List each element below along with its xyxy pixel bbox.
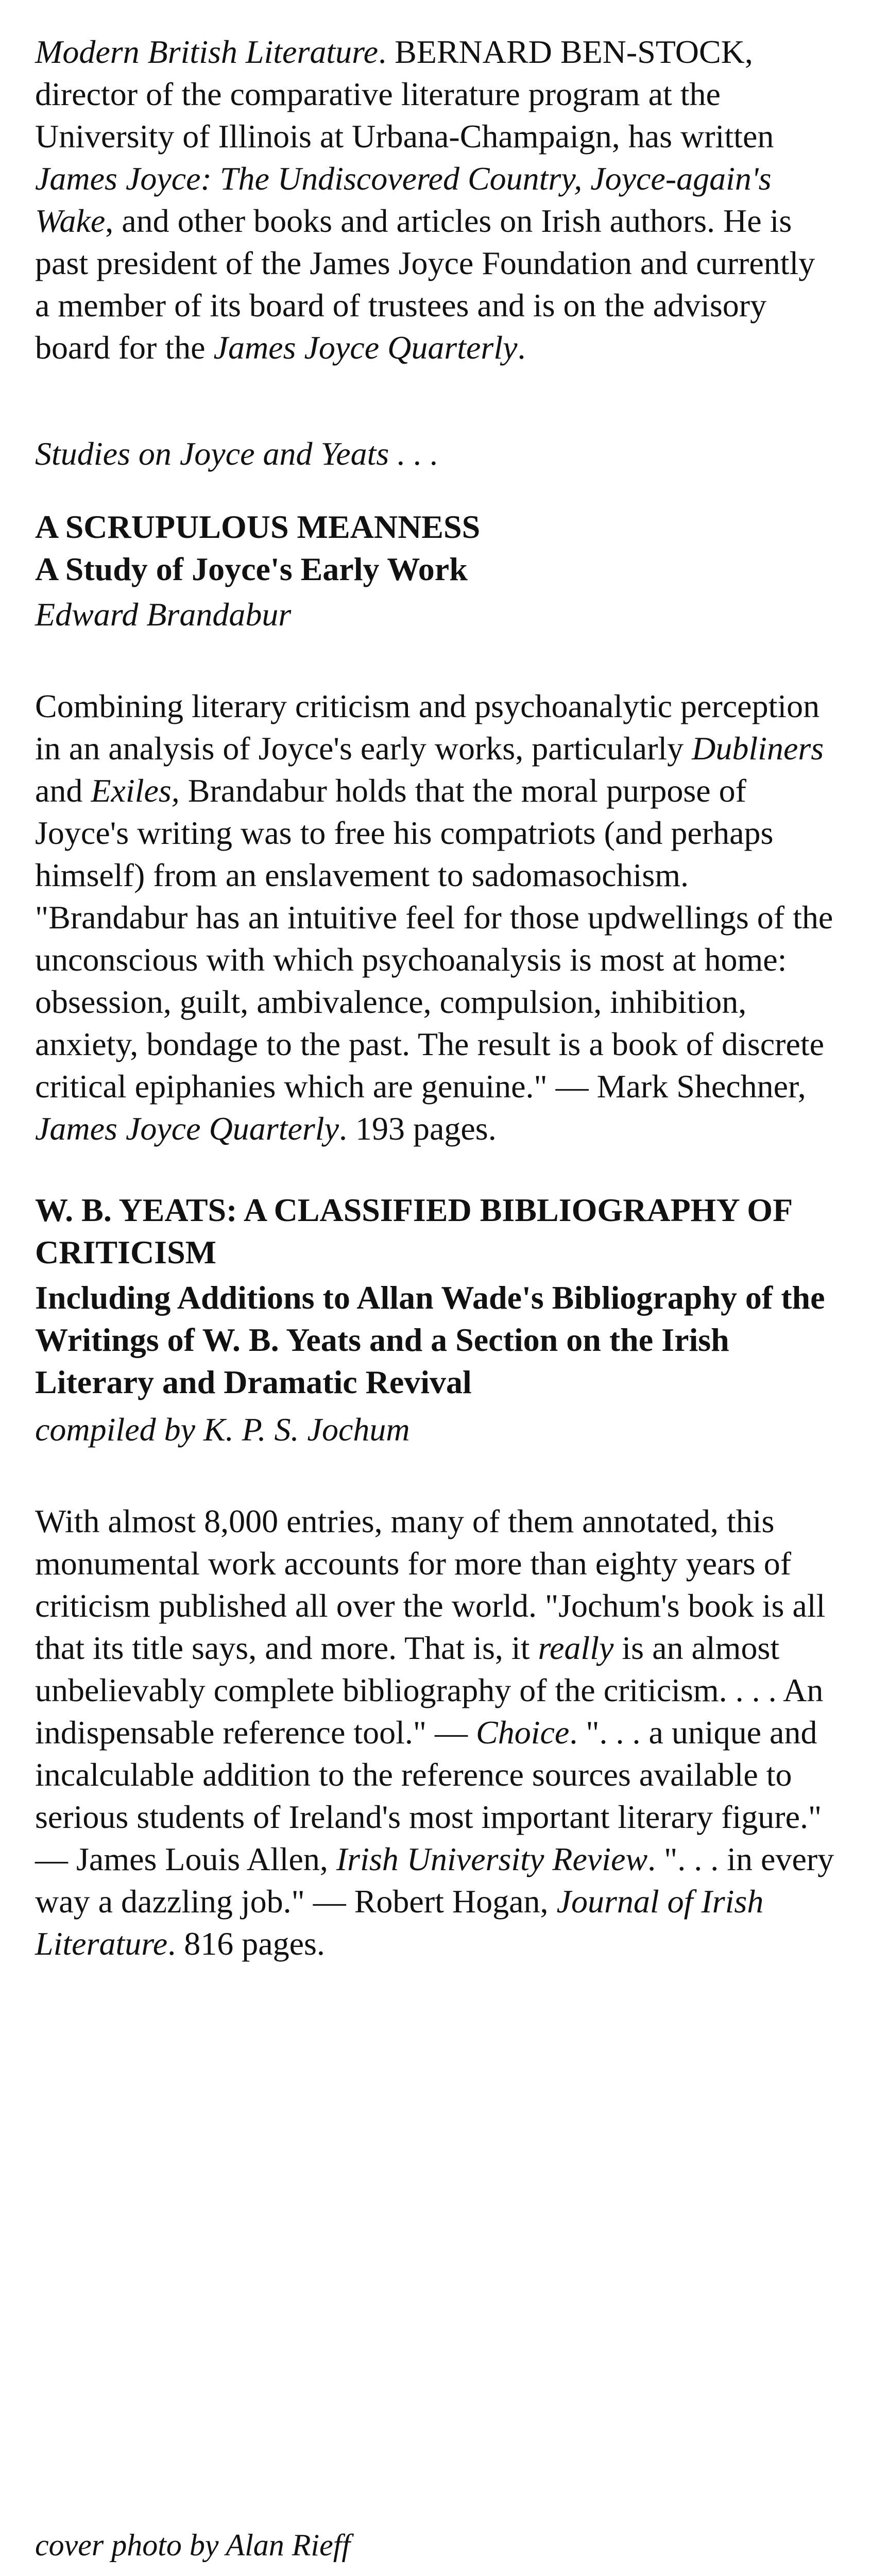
bio-text-1: . BERNARD BEN-STOCK, director of the comparative literature program at the University of Illinois at Urbana-Champaign, has written xyxy=(35,33,774,155)
bio-journal-title: James Joyce Quarterly xyxy=(213,329,518,366)
book-subtitle: A Study of Joyce's Early Work xyxy=(35,551,468,587)
desc-text: . 816 pages. xyxy=(167,1925,325,1962)
desc-text: With almost 8,000 entries, many of them annotated, this monumental work accounts for more than eighty years of criticism published all over the world. "Jochum's book is all that its title says, and more. That is, it xyxy=(35,1503,826,1666)
book-entry-yeats-bibliography xyxy=(35,1189,836,1965)
bio-text-2: , and other books and articles on Irish authors. He is past president of the James Joyce Foundation and currently a member of its board of trustees and is on the advisory board for the xyxy=(35,202,815,366)
desc-italic-title: Exiles, xyxy=(91,772,180,809)
cover-photo-credit: cover photo by Alan Rieff xyxy=(35,2528,351,2562)
desc-italic-title: Dubliners xyxy=(692,730,824,767)
bio-book-titles: James Joyce: The Undiscovered Country, Joyce-again's Wake xyxy=(35,160,772,239)
series-heading: Studies on Joyce and Yeats . . . xyxy=(35,435,439,472)
desc-text: . ". . . in every way a dazzling job." — Robert Hogan, xyxy=(35,1841,834,1920)
desc-italic-title: Irish University Review xyxy=(336,1841,648,1877)
author-bio xyxy=(35,31,836,369)
desc-italic-title: Journal of Irish Literature xyxy=(35,1883,764,1962)
book-title: A SCRUPULOUS MEANNESS xyxy=(35,509,481,545)
bio-text-3: . xyxy=(517,329,526,366)
book-entry-scrupulous-meanness xyxy=(35,506,836,1150)
book-description xyxy=(35,685,836,1150)
book-author: compiled by K. P. S. Jochum xyxy=(35,1411,410,1448)
desc-text: Combining literary criticism and psychoanalytic perception in an analysis of Joyce's early works, particularly xyxy=(35,688,820,767)
desc-italic-title: James Joyce Quarterly xyxy=(35,1110,339,1147)
book-title: W. B. YEATS: A CLASSIFIED BIBLIOGRAPHY OF CRITICISM xyxy=(35,1192,792,1270)
book-subtitle: Including Additions to Allan Wade's Bibliography of the Writings of W. B. Yeats and a Section on the Irish Literary and Dramatic Revival xyxy=(35,1279,825,1400)
desc-text: . ". . . a unique and incalculable addition to the reference sources available to serious students of Ireland's most important literary figure." — James Louis Allen, xyxy=(35,1714,822,1877)
book-author: Edward Brandabur xyxy=(35,596,292,633)
desc-text: Brandabur holds that the moral purpose of Joyce's writing was to free his compatriots (and perhaps himself) from an enslavement to sadomasochism. "Brandabur has an intuitive feel for those updwellings of the unconscious with which psychoanalysis is most at home: obsession, guilt, ambivalence, compulsion, inhibition, anxiety, bondage to the past. The result is a book of discrete critical epiphanies which are genuine." — Mark Shechner, xyxy=(35,772,833,1105)
desc-text: and xyxy=(35,772,91,809)
desc-text: . 193 pages. xyxy=(338,1110,497,1147)
desc-text: is an almost unbelievably complete bibliography of the criticism. . . . An indispensable reference tool." — xyxy=(35,1630,824,1751)
desc-italic-word: really xyxy=(538,1630,614,1666)
desc-italic-title: Choice xyxy=(476,1714,570,1751)
book-description xyxy=(35,1500,836,1965)
bio-lead-title: Modern British Literature xyxy=(35,33,379,70)
